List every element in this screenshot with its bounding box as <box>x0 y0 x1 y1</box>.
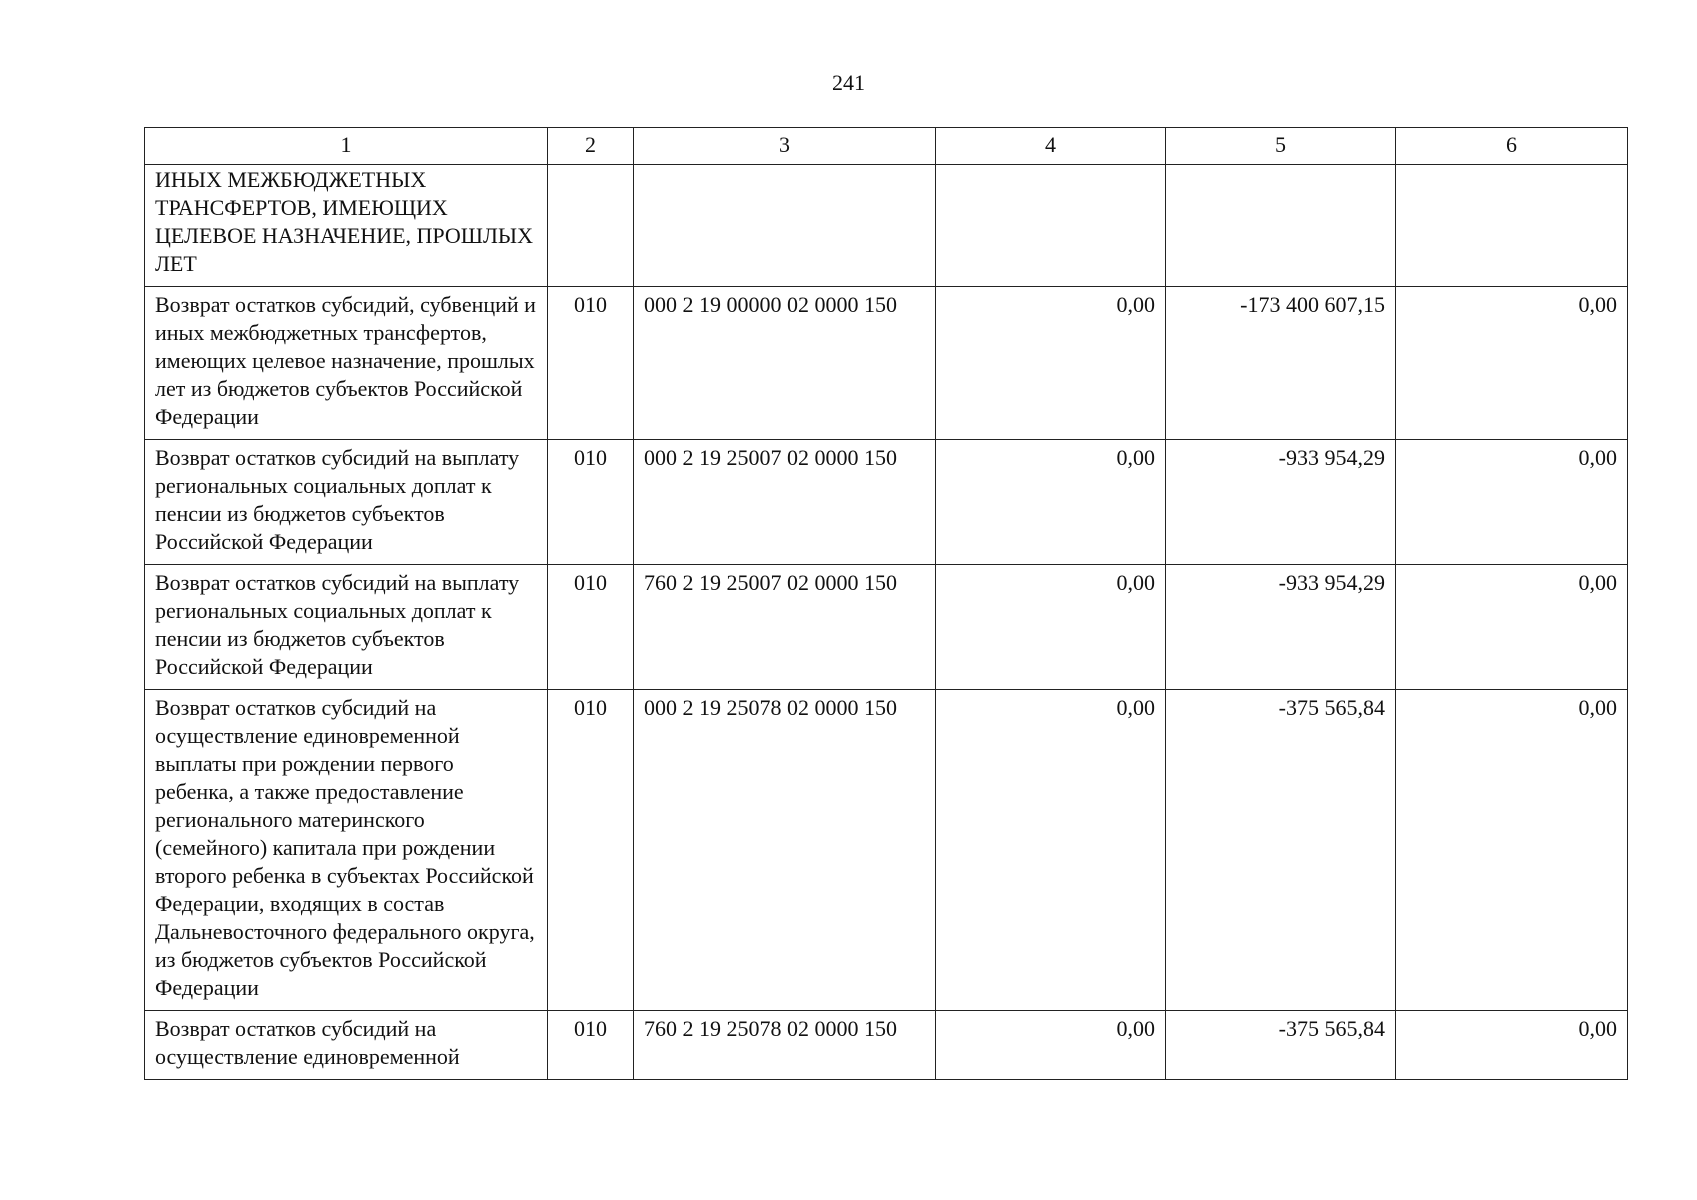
header-col-1: 1 <box>145 128 548 165</box>
row-kbk-cell <box>634 165 936 287</box>
header-row <box>145 128 1628 165</box>
row-col6-cell: 0,00 <box>1396 690 1628 1011</box>
row-kbk-cell: 760 2 19 25078 02 0000 150 <box>634 1011 936 1080</box>
table-row <box>145 565 1628 690</box>
row-col6-cell: 0,00 <box>1396 565 1628 690</box>
row-code-cell: 010 <box>548 690 634 1011</box>
row-col4-cell: 0,00 <box>936 440 1166 565</box>
row-col5-cell: -375 565,84 <box>1166 690 1396 1011</box>
row-col4-cell: 0,00 <box>936 1011 1166 1080</box>
row-code-cell <box>548 165 634 287</box>
table-row <box>145 165 1628 287</box>
table-row <box>145 1011 1628 1080</box>
row-name-cell: Возврат остатков субсидий на осуществление единовременной выплаты при рождении первого ребенка, а также предоставление регионального материнского (семейного) капитала при рождении второго ребенка в субъектах Российской Федерации, входящих в состав Дальневосточного федерального округа, из бюджетов субъектов Российской Федерации <box>145 690 548 1011</box>
row-col5-cell: -933 954,29 <box>1166 440 1396 565</box>
row-name-cell: Возврат остатков субсидий, субвенций и иных межбюджетных трансфертов, имеющих целевое назначение, прошлых лет из бюджетов субъектов Российской Федерации <box>145 287 548 440</box>
row-col4-cell <box>936 165 1166 287</box>
row-col4-cell: 0,00 <box>936 565 1166 690</box>
header-col-5: 5 <box>1166 128 1396 165</box>
header-col-2: 2 <box>548 128 634 165</box>
row-col6-cell: 0,00 <box>1396 1011 1628 1080</box>
row-kbk-cell: 000 2 19 25078 02 0000 150 <box>634 690 936 1011</box>
row-col5-cell <box>1166 165 1396 287</box>
row-code-cell: 010 <box>548 1011 634 1080</box>
row-name-cell: ИНЫХ МЕЖБЮДЖЕТНЫХ ТРАНСФЕРТОВ, ИМЕЮЩИХ ЦЕЛЕВОЕ НАЗНАЧЕНИЕ, ПРОШЛЫХ ЛЕТ <box>145 165 548 287</box>
row-kbk-cell: 000 2 19 25007 02 0000 150 <box>634 440 936 565</box>
row-name-cell: Возврат остатков субсидий на выплату региональных социальных доплат к пенсии из бюджетов субъектов Российской Федерации <box>145 565 548 690</box>
header-col-4: 4 <box>936 128 1166 165</box>
header-col-3: 3 <box>634 128 936 165</box>
table-row <box>145 690 1628 1011</box>
row-code-cell: 010 <box>548 440 634 565</box>
row-name-cell: Возврат остатков субсидий на выплату региональных социальных доплат к пенсии из бюджетов субъектов Российской Федерации <box>145 440 548 565</box>
row-code-cell: 010 <box>548 565 634 690</box>
row-col6-cell <box>1396 165 1628 287</box>
header-col-6: 6 <box>1396 128 1628 165</box>
budget-table <box>144 127 1628 1080</box>
row-col4-cell: 0,00 <box>936 690 1166 1011</box>
row-col5-cell: -933 954,29 <box>1166 565 1396 690</box>
row-col5-cell: -173 400 607,15 <box>1166 287 1396 440</box>
row-col4-cell: 0,00 <box>936 287 1166 440</box>
row-name-cell: Возврат остатков субсидий на осуществление единовременной <box>145 1011 548 1080</box>
table-row <box>145 287 1628 440</box>
page-number: 241 <box>832 70 865 95</box>
row-kbk-cell: 760 2 19 25007 02 0000 150 <box>634 565 936 690</box>
row-kbk-cell: 000 2 19 00000 02 0000 150 <box>634 287 936 440</box>
row-col6-cell: 0,00 <box>1396 440 1628 565</box>
table-row <box>145 440 1628 565</box>
row-code-cell: 010 <box>548 287 634 440</box>
row-col6-cell: 0,00 <box>1396 287 1628 440</box>
row-col5-cell: -375 565,84 <box>1166 1011 1396 1080</box>
